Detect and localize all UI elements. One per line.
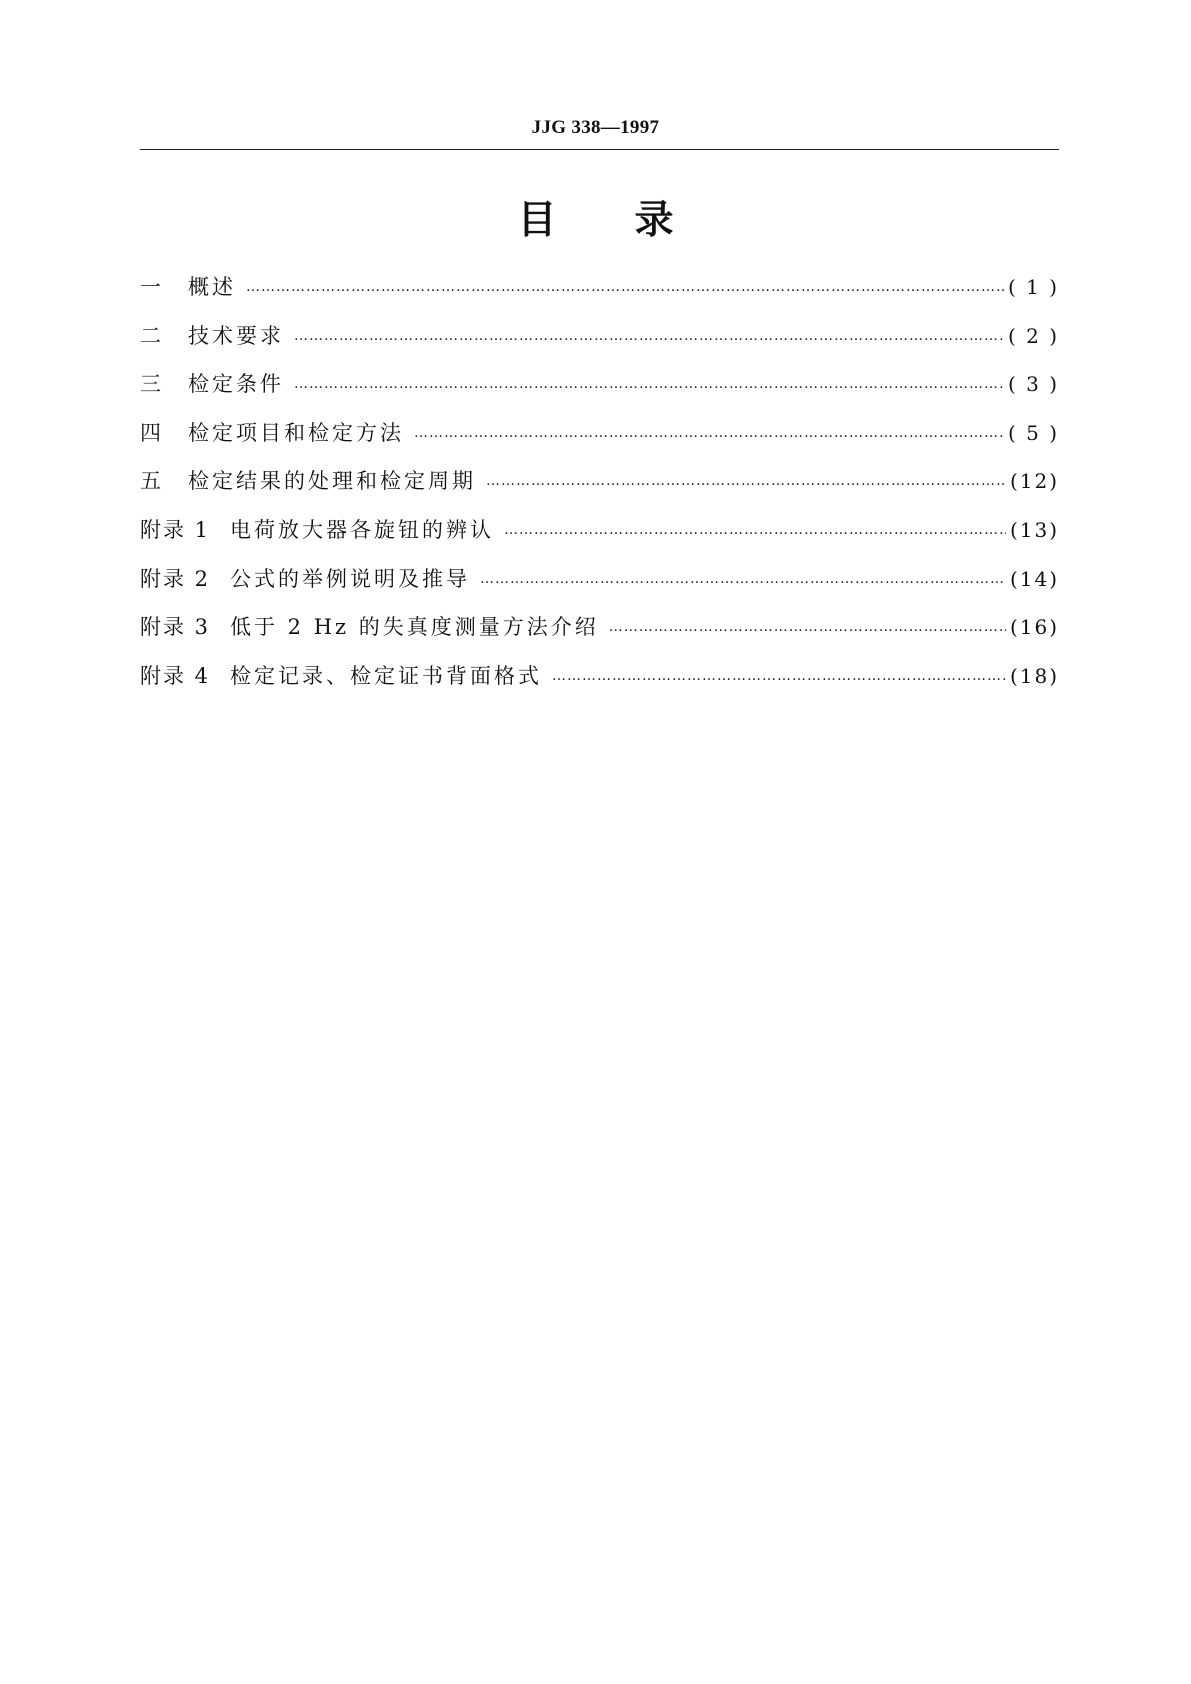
toc-entry-9[interactable] bbox=[140, 661, 1059, 710]
toc-dot-leader bbox=[414, 418, 1004, 448]
toc-entry-8[interactable] bbox=[140, 612, 1059, 661]
title-char-2: 录 bbox=[634, 198, 674, 243]
toc-entry-title: 检定条件 bbox=[188, 372, 284, 397]
toc-entry-number: 四 bbox=[140, 420, 163, 445]
toc-entry-page: (16) bbox=[1009, 615, 1059, 640]
toc-entry-number: 一 bbox=[140, 275, 163, 299]
toc-entry-number: 二 bbox=[140, 323, 163, 348]
toc-entry-title: 低于 2 Hz 的失真度测量方法介绍 bbox=[230, 615, 599, 640]
toc-entry-title: 检定结果的处理和检定周期 bbox=[188, 469, 476, 494]
toc-dot-leader bbox=[552, 661, 1006, 691]
page-title bbox=[0, 196, 1191, 246]
toc-entry-title: 公式的举例说明及推导 bbox=[230, 566, 470, 591]
toc-entry-page: (14) bbox=[1009, 566, 1059, 591]
table-of-contents bbox=[140, 272, 1059, 709]
toc-entry-page: ( 5 ) bbox=[1007, 420, 1059, 445]
toc-entry-page: (13) bbox=[1009, 517, 1059, 542]
toc-entry-7[interactable] bbox=[140, 564, 1059, 613]
page-header: JJG 338—1997 bbox=[531, 117, 660, 138]
toc-entry-number: 附录 2 bbox=[140, 566, 211, 591]
toc-entry-page: (12) bbox=[1009, 469, 1059, 494]
toc-entry-number: 附录 3 bbox=[140, 615, 211, 640]
toc-entry-6[interactable] bbox=[140, 515, 1059, 564]
toc-entry-3[interactable] bbox=[140, 369, 1059, 418]
toc-entry-page: (18) bbox=[1009, 663, 1059, 688]
toc-entry-2[interactable] bbox=[140, 321, 1059, 370]
toc-dot-leader bbox=[504, 515, 1006, 545]
toc-entry-1[interactable] bbox=[140, 272, 1059, 321]
toc-entry-page: ( 1 ) bbox=[1007, 275, 1059, 299]
title-char-1: 目 bbox=[517, 198, 557, 243]
toc-entry-number: 附录 4 bbox=[140, 663, 211, 688]
toc-entry-5[interactable] bbox=[140, 466, 1059, 515]
toc-entry-title: 检定项目和检定方法 bbox=[188, 420, 404, 445]
toc-dot-leader bbox=[246, 272, 1004, 302]
toc-entry-title: 检定记录、检定证书背面格式 bbox=[230, 663, 542, 688]
toc-entry-title: 电荷放大器各旋钮的辨认 bbox=[230, 517, 494, 542]
toc-entry-number: 附录 1 bbox=[140, 517, 211, 542]
toc-entry-number: 三 bbox=[140, 372, 163, 397]
toc-entry-page: ( 2 ) bbox=[1007, 323, 1059, 348]
toc-dot-leader bbox=[486, 466, 1006, 496]
toc-entry-page: ( 3 ) bbox=[1007, 372, 1059, 397]
toc-entry-title: 概述 bbox=[188, 275, 236, 299]
toc-entry-number: 五 bbox=[140, 469, 163, 494]
toc-entry-title: 技术要求 bbox=[188, 323, 284, 348]
header-rule bbox=[140, 149, 1059, 150]
toc-entry-4[interactable] bbox=[140, 418, 1059, 467]
toc-dot-leader bbox=[609, 612, 1006, 642]
toc-dot-leader bbox=[480, 564, 1006, 594]
toc-dot-leader bbox=[294, 369, 1004, 399]
toc-dot-leader bbox=[294, 321, 1004, 351]
